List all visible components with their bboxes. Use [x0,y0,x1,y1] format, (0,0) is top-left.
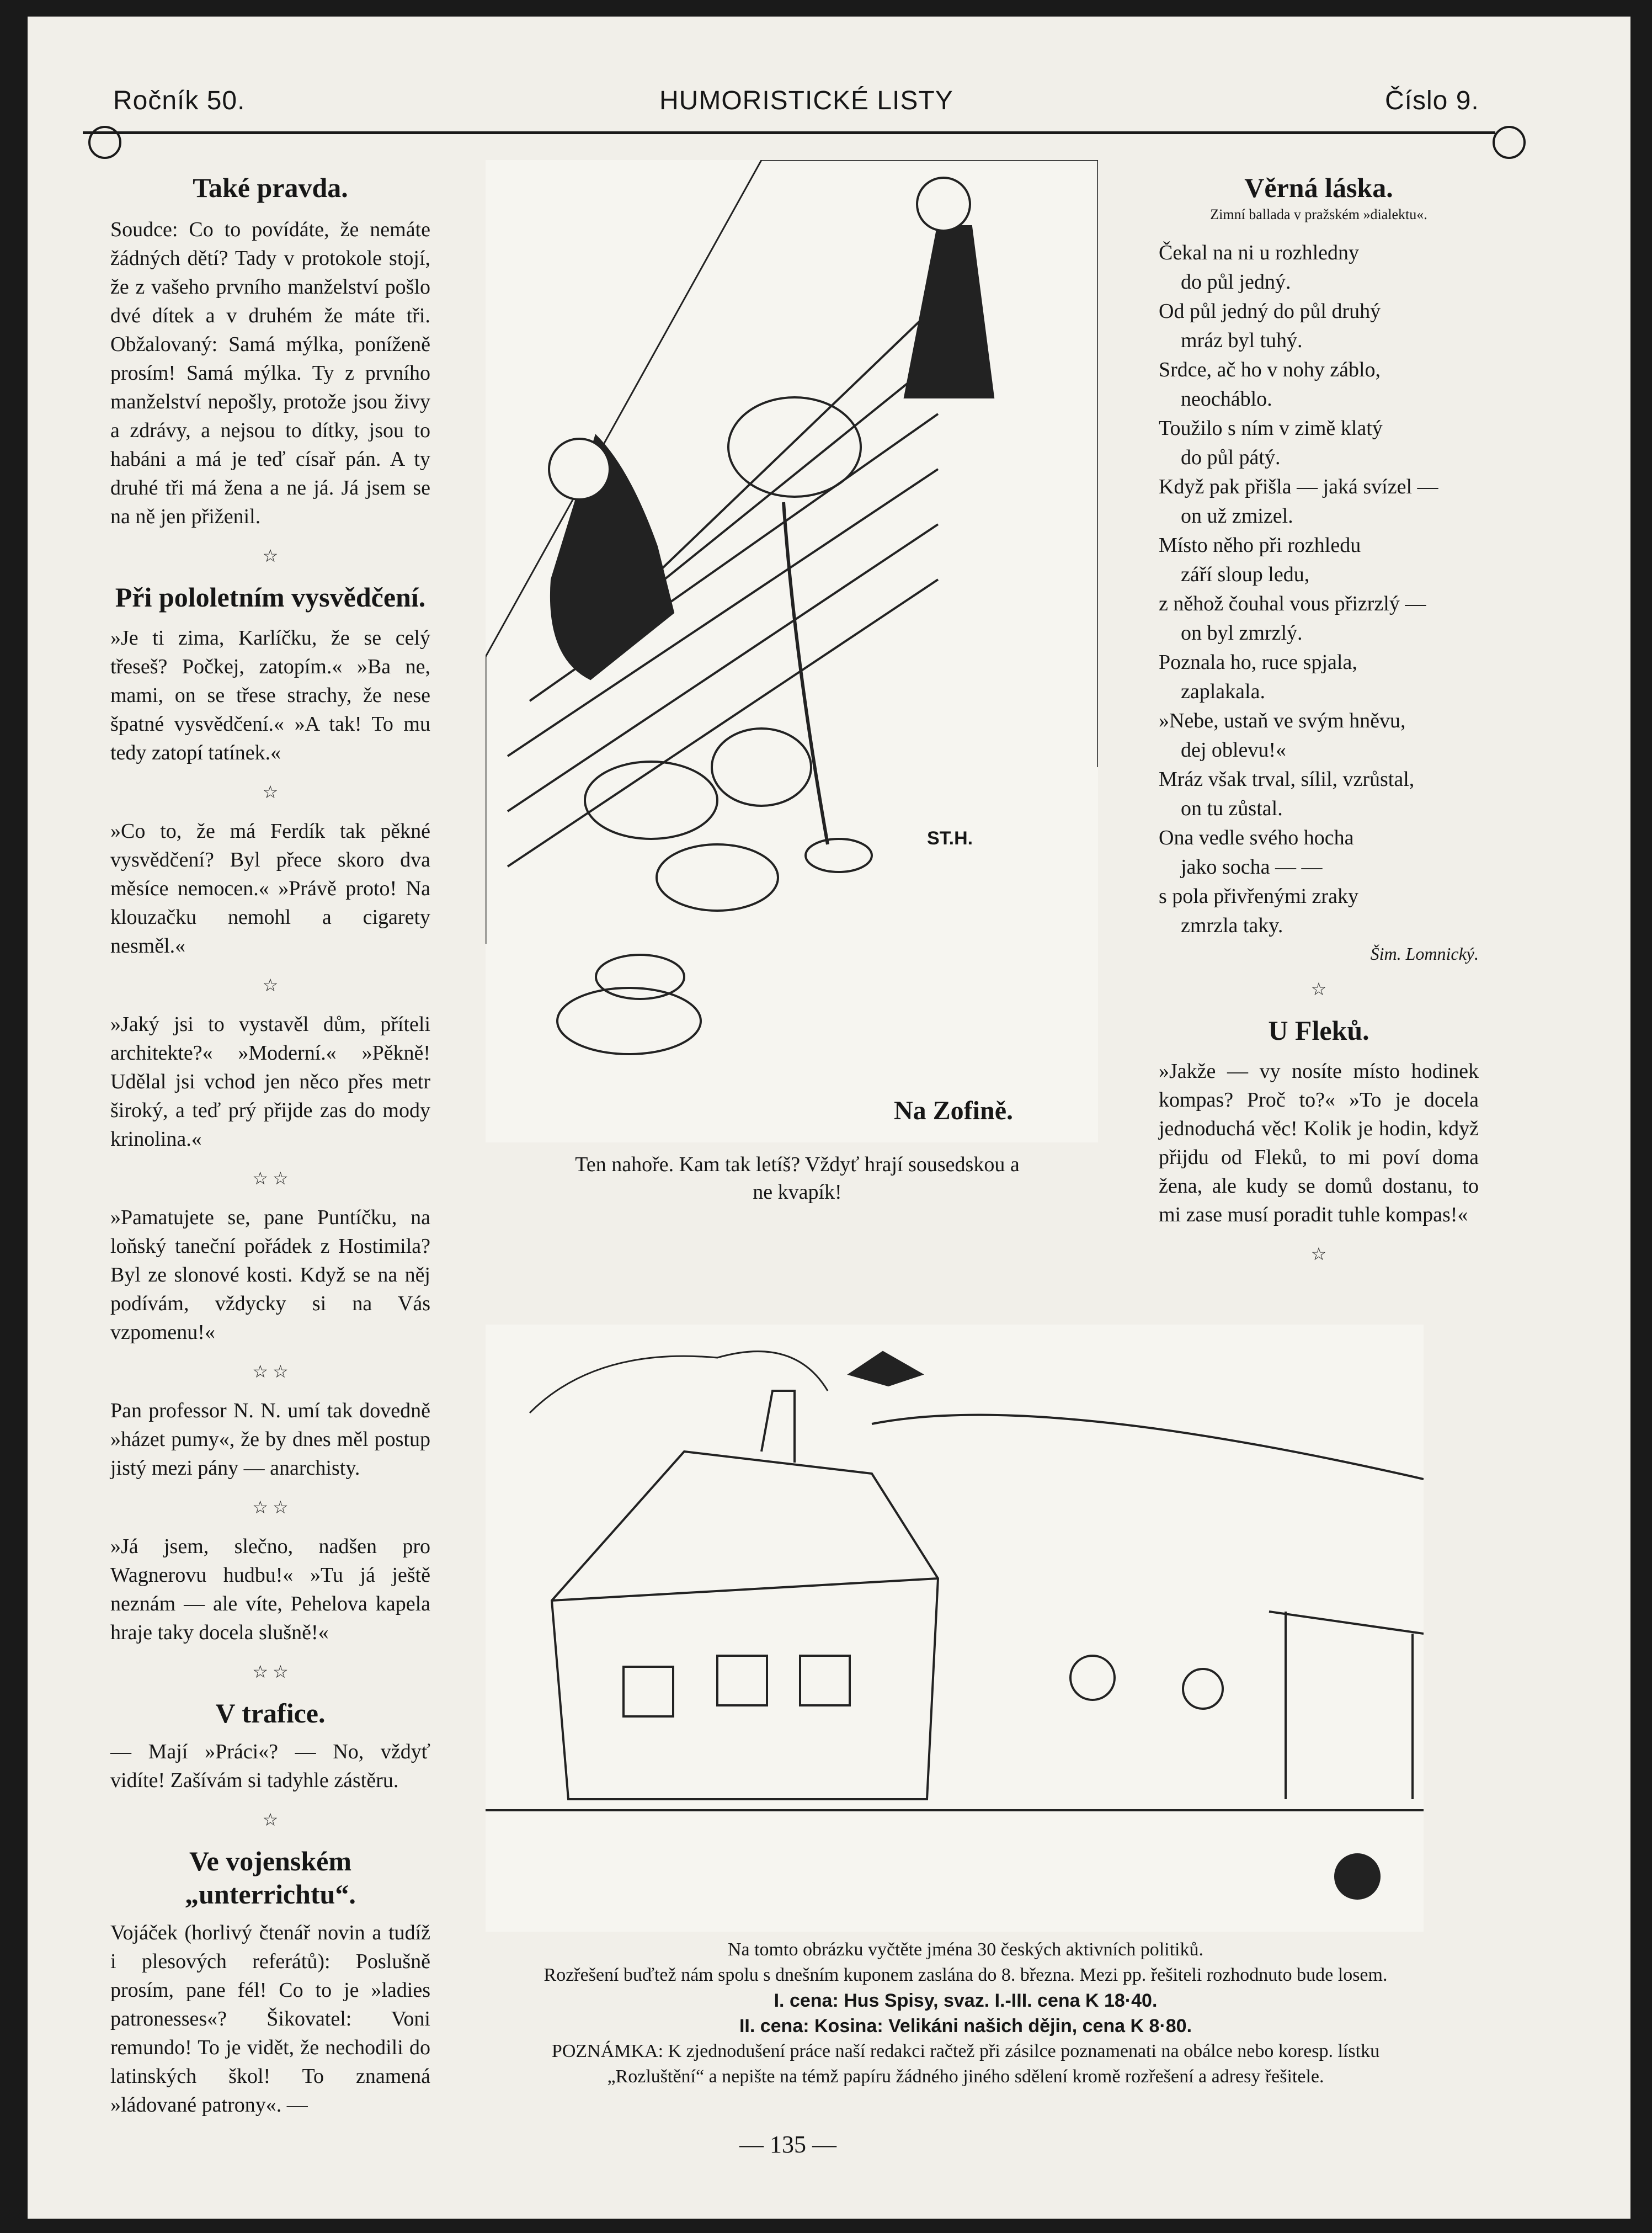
cartoon-illustration [486,160,1098,1142]
joke-text: »Pamatujete se, pane Puntíčku, na loňský taneční pořádek z Hostimila? Byl ze slonové kosti. Když se na něj podívám, vždycky si na Vás vzpomenu!« [110,1206,430,1344]
star-divider-icon: ☆ [262,546,279,566]
star-divider-icon: ☆ ☆ [252,1168,289,1188]
ornament-right-icon [1493,126,1526,159]
header-rule [83,131,1495,134]
cartoon-title: Na Zofině. [894,1096,1013,1125]
puzzle-instructions [386,1937,1545,2090]
joke-text: Pan professor N. N. umí tak dovedně »házet pumy«, že by dnes měl postup jistý mezi pány — anarchisty. [110,1399,430,1480]
cartoon-caption: Ten nahoře. Kam tak letíš? Vždyť hrají sousedskou a ne kvapík! [575,1153,1020,1204]
poem-line: do půl pátý. [1181,446,1281,469]
note-line: „Rozluštění“ a nepište na témž papíru žádného jiného sdělení kromě rozřešení a adresy řešitele. [607,2066,1324,2087]
poem-line: Poznala ho, ruce spjala, [1159,651,1357,674]
poem-author: Šim. Lomnický. [1370,944,1479,964]
note-line: POZNÁMKA: K zjednodušení práce naší redakci račtež při zásilce poznamenati na obálce nebo koresp. lístku [551,2041,1380,2061]
star-divider-icon: ☆ [262,975,279,995]
poem-line: jako socha — — [1181,855,1323,879]
poem-line: neocháblo. [1181,387,1272,411]
article-text: »Je ti zima, Karlíčku, že se celý třeseš? Počkej, zatopím.« »Ba ne, mami, on se třese strachy, že nese špatné vysvědčení.« »A tak! To mu tedy zatopí tatínek.« [110,626,430,764]
poem-line: Od půl jedný do půl druhý [1159,300,1381,323]
second-prize: II. cena: Kosina: Velikáni našich dějin, cena K 8·80. [739,2016,1192,2037]
poem-line: Čekal na ni u rozhledny [1159,241,1360,264]
page-number: — 135 — [739,2131,836,2158]
poem-line: září sloup ledu, [1181,563,1310,586]
poem-line: Místo něho při rozhledu [1159,534,1361,557]
poem-line: dej oblevu!« [1181,738,1287,762]
section-title: V trafice. [215,1698,326,1729]
section-title: U Fleků. [1268,1015,1369,1046]
poem-line: Srdce, ač ho v nohy záblo, [1159,358,1381,381]
section-title: Při pololetním vysvědčení. [115,582,426,613]
poem-line: zaplakala. [1181,680,1265,703]
section-title: Také pravda. [193,172,348,203]
star-divider-icon: ☆ [1310,1244,1327,1264]
poem-line: mráz byl tuhý. [1181,329,1303,352]
cartoon-signature: ST.H. [927,828,973,849]
star-divider-icon: ☆ ☆ [252,1662,289,1682]
magazine-title: HUMORISTICKÉ LISTY [659,86,953,115]
puzzle-line: Rozřešení buďtež nám spolu s dnešním kuponem zaslána do 8. března. Mezi pp. řešiteli rozhodnuto bude losem. [543,1965,1388,1985]
poem-body [1159,238,1479,940]
star-divider-icon: ☆ [1310,979,1327,999]
section-title: Ve vojenském „unterrichtu“. [185,1846,356,1910]
poem-line: Ona vedle svého hocha [1159,826,1354,849]
star-divider-icon: ☆ [262,1810,279,1830]
joke-text: »Co to, že má Ferdík tak pěkné vysvědčení? Byl přece skoro dva měsíce nemocen.« »Právě proto! Na klouzačku nemohl a cigarety nesměl.« [110,820,430,958]
poem-line: do půl jedný. [1181,270,1291,294]
poem-line: on tu zůstal. [1181,797,1283,820]
article-text: Vojáček (horlivý čtenář novin a tudíž i plesových referátů): Poslušně prosím, pane fél! Co to je »ladies patronesses«? Šikovatel: Voni remundo! To je vidět, že nechodili do latinských škol! To znamená »ládované patrony«. — [110,1921,430,2117]
article-text: Soudce: Co to povídáte, že nemáte žádných dětí? Tady v protokole stojí, že z vašeho prvního manželství pošlo dvé dítek a v druhém že máte tři. Obžalovaný: Samá mýlka, poníženě prosím! Samá mýlka. Ty z prvního manželství nepošly, protože jsou živy a zdrávy, a nejsou to dítky, jsou to habáni a má je teď císař pán. A ty druhé tři má žena a ne já. Já jsem se na ně jen přiženil. [110,218,430,528]
puzzle-illustration [486,1325,1424,1932]
first-prize: I. cena: Hus Spisy, svaz. I.-III. cena K 18·40. [774,1990,1158,2011]
joke-text: »Já jsem, slečno, nadšen pro Wagnerovu hudbu!« »Tu já ještě neznám — ale víte, Pehelova kapela hraje taky docela slušně!« [110,1535,430,1644]
volume-label: Ročník 50. [113,86,246,115]
left-column [110,171,430,2119]
poem-title: Věrná láska. [1244,172,1393,203]
poem-line: Toužilo s ním v zimě klatý [1159,417,1383,440]
star-divider-icon: ☆ ☆ [252,1497,289,1517]
poem-line: s pola přivřenými zraky [1159,885,1358,908]
article-text: »Jakže — vy nosíte místo hodinek kompas? Proč to?« »To je docela jednoduchá věc! Kolik je hodin, když přijdu od Fleků, to mi poví doma žena, ale kudy se domů dostanu, to mi zase musí poradit tuhle kompas!« [1159,1060,1479,1226]
poem-line: on byl zmrzlý. [1181,621,1303,645]
joke-text: »Jaký jsi to vystavěl dům, příteli architekte?« »Moderní.« »Pěkně! Udělal jsi vchod jen něco přes metr široký, a teď prý přijde zas do mody krinolina.« [110,1013,430,1151]
puzzle-subtitle: pro větší děti. [1126,1386,1241,1408]
puzzle-line: Na tomto obrázku vyčtěte jména 30 českých aktivních politiků. [727,1939,1204,1960]
star-divider-icon: ☆ [262,782,279,802]
poem-line: Když pak přišla — jaká svízel — [1159,475,1438,498]
puzzle-title: Politická hádanka [1043,1347,1274,1380]
poem-line: on už zmizel. [1181,504,1293,528]
right-column [1159,171,1479,1279]
poem-subtitle: Zimní ballada v pražském »dialektu«. [1210,206,1427,222]
poem-line: z něhož čouhal vous přizrzlý — [1159,592,1426,615]
poem-line: Mráz však trval, sílil, vzrůstal, [1159,768,1415,791]
star-divider-icon: ☆ ☆ [252,1362,289,1381]
article-text: — Mají »Práci«? — No, vždyť vidíte! Zašívám si tadyhle zástěru. [110,1740,430,1792]
issue-label: Číslo 9. [1385,86,1479,115]
ornament-left-icon [88,126,121,159]
poem-line: »Nebe, ustaň ve svým hněvu, [1159,709,1406,732]
poem-line: zmrzla taky. [1181,914,1283,937]
